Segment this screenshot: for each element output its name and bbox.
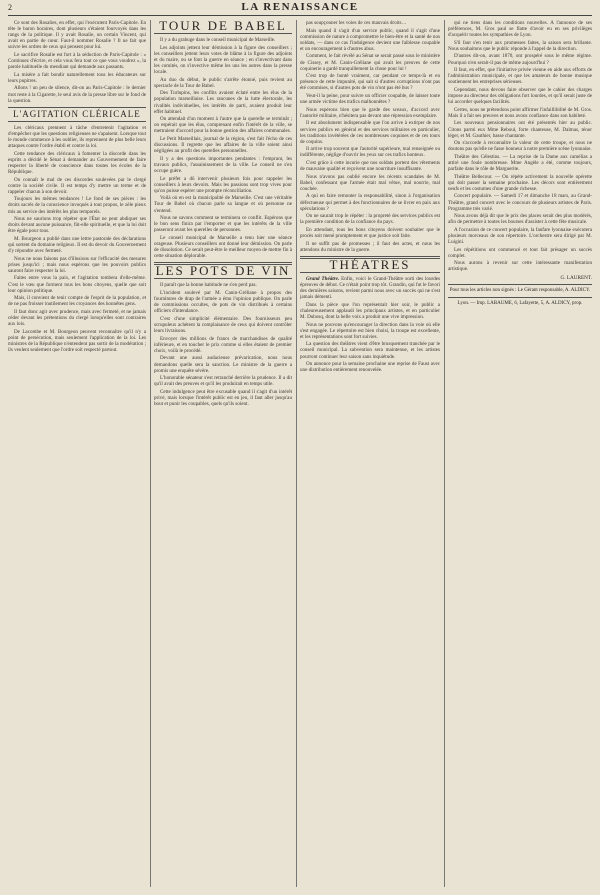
col2-para: Le Petit Marseillais, journal de la région, s'est fait l'écho de ces discussions. Il regrette que les affaires de la ville soient ainsi négligées au profit des querelles personnelles. — [154, 136, 292, 155]
col2-para: Voilà où en est la municipalité de Marseille. C'est une véritable Tour de Babel où chacun parle sa langue et où personne ne s'entend. — [154, 195, 292, 214]
column-1 — [8, 20, 146, 887]
col2-para: Cette indulgence peut être excusable quand il s'agit d'un intérêt privé, mais lorsque l'intérêt public est en jeu, il faut aller jusqu'au bout et punir les coupables, quels qu'ils soient. — [154, 388, 292, 408]
gerant-note: Pour tous les articles non signés : Le Gérant responsable, A. ALDICY. — [449, 287, 591, 293]
section-title-theatres: THÉATRES — [329, 256, 411, 272]
theatre-subtitle: Grand Théâtre. — [306, 275, 340, 282]
section-title-tour-de-babel: TOUR DE BABEL — [159, 20, 287, 33]
signoff: G. LAURENT. — [560, 274, 592, 281]
col4-para: Certes, nous ne prétendons point affirmer l'infaillibilité de M. Gros. Mais il a fait ses preuves et nous avons confiance dans son habileté. — [448, 106, 592, 119]
column-3 — [300, 20, 440, 887]
col2-para: Nous ne savons comment se terminera ce conflit. Espérons que le bon sens finira par l'emporter et que les intérêts de la ville passeront avant les querelles de personnes. — [154, 215, 292, 234]
col1-body-para: Toujours les mêmes tendances ! Le fond de ses pièces : les droits sacrés de la conscience invoqués à tout propos, le zèle pieux mis au service des intérêts les plus temporels. — [8, 196, 146, 215]
col1-intro-para: Allons ! un peu de silence, dit-on au Paris-Capitole : le dernier mot reste à la Cigarette, le seul avis de la presse libre sur le fond de la question. — [8, 85, 146, 104]
col2-para: Des Turlupins, les conflits avaient éclaté entre les élus de la population marseillaise. Les rancunes de la lutte électorale, les rivalités individuelles, les intérêts de parti, avaient produit leur effet habituel. — [154, 90, 292, 115]
col1-body-para: Il faut donc agir avec prudence, mais avec fermeté, et ne jamais céder devant les prétentions du clergé lorsqu'elles sont contraires aux lois. — [8, 308, 146, 328]
col2-para: Devant une aussi audacieuse prévarication, nous nous demandons quelle sera la sanction. Le ministre de la guerre a promis une enquête sévère. — [154, 355, 292, 374]
col4-para: Concert populaire. — Samedi 17 et dimanche 18 mars, au Grand-Théâtre, grand concert avec le concours de plusieurs artistes de Paris. Programme très varié. — [448, 193, 592, 212]
footer-rule — [448, 297, 592, 298]
column-4 — [448, 20, 592, 887]
column-divider — [296, 20, 297, 887]
col4-para: D'autres dit-on, avant 1870, ont prospéré sous le même régime. Pourquoi n'en serait-il pas de même aujourd'hui ? — [448, 53, 592, 66]
col4-para: On s'accorde à reconnaître la valeur de cette troupe, et nous ne doutons pas qu'elle ne fasse honneur à notre première scène lyonnaise. — [448, 140, 592, 153]
col2-para: Il paraît que la bonne habitude ne s'en perd pas. — [160, 282, 257, 289]
col2-para: Il y a du grabuge dans le conseil municipal de Marseille. — [160, 37, 276, 44]
col4-para: qui ne tiens dans les conditions nouvelles. A l'annonce de ses préférences, M. Gros paul se flatte d'avoir eu en ses privilèges d'acquérir toutes les sympathies de Lyon. — [448, 20, 592, 39]
col2-section1-body — [154, 37, 292, 259]
col2-para: Au duo du début, le public s'arrête étonné, puis revient au spectacle de la Tour de Babel. — [154, 76, 292, 89]
theatre-subsection — [300, 276, 440, 300]
col3-body-top — [300, 20, 440, 253]
col4-para: Nous avons déjà dit que le prix des places serait des plus modérés, afin de permettre à toutes les bourses d'assister à cette fête musicale. — [448, 213, 592, 226]
col3-theatre-para: Dans la pièce que l'on représentait hier soir, le public a chaleureusement applaudi les principaux artistes, et en particulier M. Dubosq, dont la belle voix a produit une vive impression. — [300, 301, 440, 320]
imprint: Lyon. — Imp. LABAUME, 6, Lafayette, 5, A. ALDICY, prop. — [457, 300, 583, 306]
col3-para: Veut-il la peine, pour suivre un officier coupable, de laisser toute une armée victime des trafics malhonnêtes ? — [300, 93, 440, 106]
col1-intro-para: Ce sont des Rosalies, en effet, qui l'exécutent Paris-Capitole. En tête le baron horaires, dont plusieurs s'étaient fourvoyés dans les rangs de la politique. Il y avait Rosalie, un certain Vincent, qui avait en partie de cœur. Faut-il nommer Rosalie ? Il ne fait que suivre les ordres de ceux qui pensent pour lui. — [8, 20, 146, 51]
col4-para: Nous aurons à revenir sur cette intéressante manifestation artistique. — [448, 260, 592, 273]
col2-para: Le préfet a dû intervenir plusieurs fois pour rappeler les conseillers à leurs devoirs. Mais les passions sont trop vives pour qu'on puisse espérer une prompte réconciliation. — [154, 175, 292, 194]
section-rule — [300, 272, 440, 273]
col3-para: En attendant, tous les bons citoyens doivent souhaiter que le procès soit mené promptement et que justice soit faite. — [300, 226, 440, 239]
col1-body-para: De Lacombe et M. Bourgeon peuvent reconnaître qu'il n'y a point de persécution, mais seulement l'application de la loi. Les ministres de la République n'entendent pas sortir de la modération ; ils veulent seulement que l'ordre soit respecté partout. — [8, 328, 146, 353]
col3-para: Mais quand il s'agit d'un service public, quand il s'agit d'une commission de nature à compromettre le bien-être et la santé de nos soldats, — dans ce cas l'indulgence devient une faiblesse coupable et un encouragement à d'autres abus. — [300, 27, 440, 52]
column-divider — [444, 20, 445, 887]
col2-para: On attendait d'un moment à l'autre que la querelle se terminât ; on espérait que les élus, comprenant enfin l'intérêt de la ville, se mettraient d'accord pour la bonne gestion des affaires communales. — [154, 116, 292, 135]
col1-body-para: M. Bourgeon a publié dans une lettre pastorale des déclarations qui sortent du domaine religieux. Il est du devoir du Gouvernement d'y répondre avec fermeté. — [8, 235, 146, 255]
col3-para: C'est trop de bonté vraiment, car pendant ce temps-là et en présence de cette impunité, qui sait si d'autres corruptions n'ont pas été commises, si d'autres pots de vin n'ont pas été bus ? — [300, 73, 440, 92]
col2-section2-body — [154, 282, 292, 407]
col2-para: Le conseil municipal de Marseille a tenu hier une séance orageuse. Plusieurs conseillers ont donné leur démission. On parle de dissolution. Ce serait peut-être le meilleur moyen de mettre fin à cette situation déplorable. — [154, 234, 292, 260]
col3-para: Il arrive trop souvent que l'autorité supérieure, mal renseignée ou indifférente, néglige d'ouvrir les yeux sur ces trafics honteux. — [300, 146, 440, 159]
col1-body-para: Faites entre vous la paix, et l'agitation tombera d'elle-même. C'est le vœu que forment tous les bons citoyens, quelle que soit leur opinion politique. — [8, 275, 146, 294]
col3-para: C'est grâce à cette incurie que nos soldats portent des vêtements de mauvaise qualité et reçoivent une nourriture insuffisante. — [300, 159, 440, 173]
col1-body-para: Cette tendance des cléricaux à fomenter la discorde dans les esprits a décidé le Sénat à demander au Gouvernement de faire respecter la liberté de conscience dans toutes les écoles de la République. — [8, 150, 146, 175]
col3-para: On ne saurait trop le répéter : la propreté des services publics est la première condition de la confiance du pays. — [300, 213, 440, 226]
section-title-pots-de-vin: LES POTS DE VIN — [155, 263, 291, 279]
col4-para: S'il faut s'en tenir aux promesses faites, la saison sera brillante. Nous souhaitons que le public réponde à l'appel de la direction. — [448, 39, 592, 52]
col4-para: Théâtre des Célestins. — La reprise de la Dame aux camélias a attiré une foule nombreuse. Mme Angèle a été, comme toujours, parfaite dans le rôle de Marguerite. — [448, 153, 592, 173]
col1-body-para: On connaît le mal de ces discordes soulevées par le clergé contre la société civile. Il est temps d'y mettre un terme et de rappeler chacun à son devoir. — [8, 176, 146, 195]
col4-para: Les répétitions ont commencé et tout fait présager un succès complet. — [448, 246, 592, 259]
col4-body — [448, 20, 592, 273]
col2-para: L'honorable sénateur s'est retranché derrière la prudence. Il a dit qu'il avait des preuves et qu'il les produirait en temps utile. — [154, 375, 292, 388]
col3-para: Il ne suffit pas de promesses ; il faut des actes, et nous les attendons du ministre de la guerre. — [300, 240, 440, 253]
col2-para: Les adjoints jettent leur démission à la figure des conseillers ; les conseillers jettent leurs votes de blâme à la figure des adjoints et du maire, ou se font la guerre en séance ; en s'invectivant dans les comités, on s'invective même les uns les autres dans la presse locale. — [154, 44, 292, 76]
col2-para: L'incident soulevé par M. Canin-Gréliane à propos des fournitures de drap de l'armée a ému l'opinion publique. On parle de commissions occultes, de pots de vin distribués à certains officiers d'intendance. — [154, 289, 292, 315]
column-divider — [150, 20, 151, 887]
col3-theatre-para: Nous ne pouvons qu'encourager la direction dans la voie où elle s'est engagée. Le répertoire est bien choisi, la troupe est excellente, et les représentations sont fort suivies. — [300, 321, 440, 340]
col3-para: Il est absolument indispensable que l'on arrive à extirper de nos services publics en général et des services militaires en particulier, les traditions invétérées de ces nombreuses coquines et de ces tours de coquins. — [300, 120, 440, 145]
col2-para: C'est d'une simplicité élémentaire. Des fournisseurs peu scrupuleux achètent la complaisance de ceux qui doivent contrôler leurs livraisons. — [154, 315, 292, 335]
section-rule — [8, 107, 146, 108]
col3-para: Nous espérons bien que le garde des sceaux, d'accord avec l'autorité militaire, n'hésitera pas devant une répression exemplaire. — [300, 106, 440, 119]
col1-body-para: Nous ne nous faisons pas d'illusions sur l'efficacité des mesures prises jusqu'ici ; mais nous espérons que les pouvoirs publics sauront faire respecter la loi. — [8, 255, 146, 274]
col3-theatre-para: La question des théâtres vient d'être brusquement tranchée par le conseil municipal. La subvention sera maintenue, et les artistes pourront continuer leur saison sans inquiétude. — [300, 341, 440, 360]
col1-body — [8, 125, 146, 353]
col1-intro-para: La misère a fait bondir naturellement tous les éducateurs sur leurs pupitres. — [8, 71, 146, 84]
section-title-agitation: L'AGITATION CLÉRICALE — [13, 108, 141, 119]
col2-para: Envoyer des millions de francs de marchandises de qualité inférieure, et en toucher le prix comme si elles étaient de premier choix, voilà le procédé. — [154, 335, 292, 354]
masthead-rule — [8, 15, 592, 16]
col2-para: Il y a des questions importantes pendantes : l'emprunt, les travaux publics, l'assainissement de la ville. Le conseil ne s'en occupe guère. — [154, 155, 292, 174]
col3-para: A qui en faire remonter la responsabilité, sinon à l'organisation défectueuse qui permet à des fonctionnaires de se livrer en paix aux spéculations ? — [300, 193, 440, 212]
section-rule — [154, 33, 292, 34]
section-rule — [8, 121, 146, 122]
col3-theatre-para: On annonce pour la semaine prochaine une reprise de Faust avec une distribution entièrement renouvelée. — [300, 361, 440, 374]
col3-para: Nous n'avons pas oublié encore les récents scandales de M. Babel, confessant que l'armée était mal vêtue, mal nourrie, mal couchée. — [300, 173, 440, 192]
page-number: 2 — [8, 3, 12, 12]
col1-intro — [8, 20, 146, 104]
section-rule — [154, 278, 292, 279]
col3-theatre-para: Enfin, voici le Grand-Théâtre sorti des lourdes épreuves de début. Ce n'était point trop tôt. Grandin, qui fut le favori des dernières saisons, revient parmi nous avec un succès qui ne s'est jamais démenti. — [300, 275, 440, 301]
col1-body-para: Nous ne saurions trop répéter que l'État ne peut abdiquer ses droits devant aucune puissance, fût-elle spirituelle, et que la loi doit être égale pour tous. — [8, 216, 146, 235]
footer-rule — [448, 284, 592, 285]
col3-para: pas soupçonner les voies de ces mauvais droits… — [306, 20, 407, 26]
col4-para: Il faut, en effet, que l'initiative privée vienne en aide aux efforts de l'administration municipale, et que les amateurs de bonne musique soutiennent les entreprises sérieuses. — [448, 67, 592, 86]
col3-para: Comment, le fait révélé au Sénat se serait passé sous le ministère de Cissey, et M. Canin-Gréliane qui avait les preuves de cette coquinerie a gardé tranquillement la chose pour lui ! — [300, 53, 440, 72]
col1-body-para: Mais, il convient de tenir compte de l'esprit de la population, et de ne pas froisser inutilement les croyances des honnêtes gens. — [8, 295, 146, 308]
col4-para: Les nouveaux pensionnaires ont été présentés hier au public. Citons parmi eux Mme Reboul, forte chanteuse, M. Dalmas, ténor léger, et M. Gauthier, basse chantante. — [448, 120, 592, 139]
column-2 — [154, 20, 292, 887]
col1-intro-para: Le sacrifice Rosalie est fort à la séduction de Paris-Capitole : « Continuez d'écrire, et cela vous fera tout ce que vous voudrez », la parole habituelle du mendiant qui demande aux passants. — [8, 51, 146, 71]
col4-para: Cependant, nous devons faire observer que le cahier des charges impose au directeur des obligations fort lourdes, et qu'il serait juste de lui accorder quelques facilités. — [448, 86, 592, 106]
col1-body-para: Les cléricaux prennent à tâche d'entretenir l'agitation et d'empêcher que les questions religieuses ne s'apaisent. Lorsque tout le monde commence à les oublier, ils reprennent de plus belle leurs attaques contre l'ordre établi et contre la loi. — [8, 124, 146, 150]
masthead-title: LA RENAISSANCE — [241, 1, 359, 13]
col4-para: A l'occasion de ce concert populaire, la fanfare lyonnaise exécutera plusieurs morceaux de son répertoire. L'orchestre sera dirigé par M. Luigini. — [448, 226, 592, 246]
col4-para: Théâtre Bellecour. — On répète activement la nouvelle opérette qui doit passer la semaine prochaine. Les décors sont entièrement neufs et les costumes d'une grande richesse. — [448, 173, 592, 192]
